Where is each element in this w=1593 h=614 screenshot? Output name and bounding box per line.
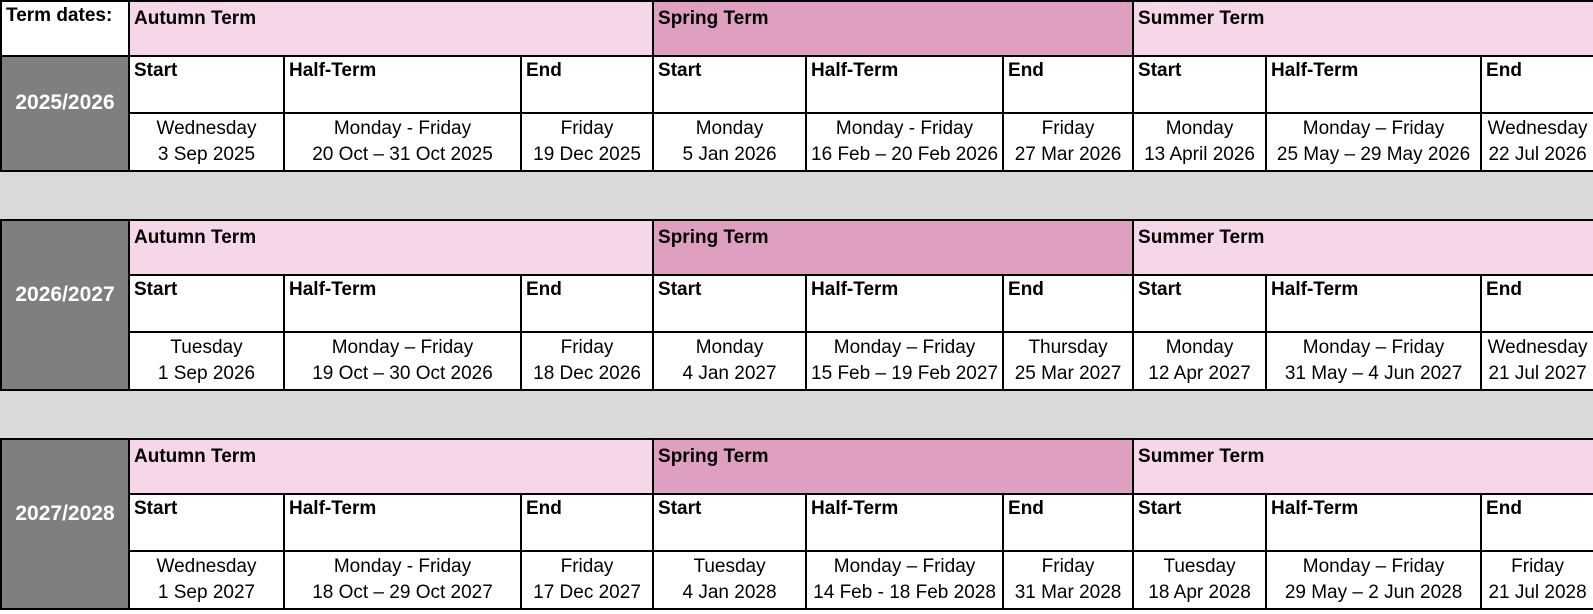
summer-end-cell	[1481, 113, 1593, 171]
col-header-half-term: Half-Term	[1266, 494, 1481, 551]
date-text: 27 Mar 2026	[1014, 144, 1122, 165]
date-text: 18 Apr 2028	[1148, 582, 1251, 603]
date-text: 15 Feb – 19 Feb 2027	[811, 363, 999, 384]
summer-end-cell	[1481, 332, 1593, 390]
term-header-spring: Spring Term	[653, 1, 1133, 56]
date-text: 14 Feb - 18 Feb 2028	[813, 582, 996, 603]
spring-half-term-cell	[806, 551, 1003, 609]
date-text: 4 Jan 2028	[682, 582, 777, 603]
day-text: Monday	[1165, 118, 1234, 139]
autumn-start-cell	[129, 332, 284, 390]
col-header-half-term: Half-Term	[284, 494, 521, 551]
date-text: 31 May – 4 Jun 2027	[1284, 363, 1463, 384]
col-header-end: End	[521, 275, 653, 332]
autumn-start-cell	[129, 113, 284, 171]
date-text: 13 April 2026	[1144, 144, 1255, 165]
spring-end-cell	[1003, 551, 1133, 609]
day-text: Friday	[560, 118, 614, 139]
day-text: Monday	[695, 118, 764, 139]
date-text: 12 Apr 2027	[1148, 363, 1251, 384]
year-label-2025-2026: 2025/2026	[1, 56, 129, 171]
day-text: Monday – Friday	[833, 556, 976, 577]
day-text: Friday	[1041, 118, 1095, 139]
spring-start-cell	[653, 551, 806, 609]
day-text: Monday - Friday	[333, 556, 472, 577]
col-header-start: Start	[653, 275, 806, 332]
date-text: 18 Dec 2026	[533, 363, 641, 384]
col-header-start: Start	[653, 494, 806, 551]
col-header-half-term: Half-Term	[806, 56, 1003, 113]
term-header-autumn: Autumn Term	[129, 439, 653, 494]
day-text: Monday – Friday	[833, 337, 976, 358]
corner-label: Term dates:	[1, 1, 129, 56]
day-text: Wednesday	[156, 556, 257, 577]
col-header-end: End	[1003, 275, 1133, 332]
autumn-half-term-cell	[284, 113, 521, 171]
day-text: Monday - Friday	[835, 118, 974, 139]
day-text: Thursday	[1028, 337, 1108, 358]
day-text: Friday	[560, 556, 614, 577]
day-text: Monday – Friday	[1302, 556, 1445, 577]
term-header-autumn: Autumn Term	[129, 220, 653, 275]
col-header-start: Start	[1133, 56, 1266, 113]
col-header-half-term: Half-Term	[284, 56, 521, 113]
term-header-autumn: Autumn Term	[129, 1, 653, 56]
day-text: Friday	[1511, 556, 1564, 577]
col-header-end: End	[521, 56, 653, 113]
day-text: Monday	[695, 337, 764, 358]
spacer-band-2	[0, 391, 1593, 438]
day-text: Friday	[560, 337, 614, 358]
date-text: 25 Mar 2027	[1014, 363, 1122, 384]
day-text: Wednesday	[1487, 337, 1588, 358]
col-header-start: Start	[1133, 275, 1266, 332]
day-text: Monday – Friday	[331, 337, 474, 358]
summer-start-cell	[1133, 551, 1266, 609]
spacer-band-1	[0, 172, 1593, 219]
autumn-end-cell	[521, 113, 653, 171]
col-header-start: Start	[129, 275, 284, 332]
summer-half-term-cell	[1266, 113, 1481, 171]
col-header-half-term: Half-Term	[806, 275, 1003, 332]
autumn-end-cell	[521, 551, 653, 609]
date-text: 19 Oct – 30 Oct 2026	[312, 363, 493, 384]
summer-end-cell	[1481, 551, 1593, 609]
date-text: 1 Sep 2026	[157, 363, 256, 384]
col-header-end: End	[1003, 494, 1133, 551]
col-header-start: Start	[1133, 494, 1266, 551]
date-text: 31 Mar 2028	[1014, 582, 1122, 603]
summer-start-cell	[1133, 113, 1266, 171]
day-text: Tuesday	[1163, 556, 1236, 577]
autumn-half-term-cell	[284, 551, 521, 609]
date-text: 5 Jan 2026	[682, 144, 777, 165]
spring-end-cell	[1003, 113, 1133, 171]
spring-end-cell	[1003, 332, 1133, 390]
col-header-end: End	[1481, 56, 1593, 113]
day-text: Tuesday	[170, 337, 243, 358]
col-header-end: End	[1003, 56, 1133, 113]
year-block-2025-2026	[0, 0, 1593, 172]
date-text: 16 Feb – 20 Feb 2026	[811, 144, 999, 165]
date-text: 4 Jan 2027	[682, 363, 777, 384]
year-label-2027-2028: 2027/2028	[1, 439, 129, 609]
date-text: 25 May – 29 May 2026	[1276, 144, 1471, 165]
col-header-half-term: Half-Term	[284, 275, 521, 332]
col-header-half-term: Half-Term	[1266, 56, 1481, 113]
date-text: 29 May – 2 Jun 2028	[1284, 582, 1463, 603]
autumn-half-term-cell	[284, 332, 521, 390]
date-text: 20 Oct – 31 Oct 2025	[312, 144, 493, 165]
year-block-2026-2027	[0, 219, 1593, 391]
date-text: 17 Dec 2027	[533, 582, 641, 603]
term-header-summer: Summer Term	[1133, 1, 1593, 56]
term-header-summer: Summer Term	[1133, 220, 1593, 275]
summer-half-term-cell	[1266, 551, 1481, 609]
day-text: Monday – Friday	[1302, 118, 1445, 139]
col-header-end: End	[1481, 275, 1593, 332]
autumn-start-cell	[129, 551, 284, 609]
summer-half-term-cell	[1266, 332, 1481, 390]
year-label-2026-2027: 2026/2027	[1, 220, 129, 390]
year-block-2027-2028	[0, 438, 1593, 610]
col-header-start: Start	[653, 56, 806, 113]
col-header-end: End	[521, 494, 653, 551]
summer-start-cell	[1133, 332, 1266, 390]
spring-half-term-cell	[806, 113, 1003, 171]
col-header-start: Start	[129, 56, 284, 113]
col-header-half-term: Half-Term	[1266, 275, 1481, 332]
day-text: Wednesday	[1487, 118, 1588, 139]
date-text: 21 Jul 2028	[1488, 582, 1587, 603]
date-text: 3 Sep 2025	[157, 144, 256, 165]
date-text: 18 Oct – 29 Oct 2027	[312, 582, 493, 603]
date-text: 22 Jul 2026	[1488, 144, 1587, 165]
day-text: Friday	[1041, 556, 1095, 577]
date-text: 1 Sep 2027	[157, 582, 256, 603]
spring-half-term-cell	[806, 332, 1003, 390]
day-text: Monday - Friday	[333, 118, 472, 139]
date-text: 21 Jul 2027	[1488, 363, 1587, 384]
term-header-spring: Spring Term	[653, 439, 1133, 494]
day-text: Monday – Friday	[1302, 337, 1445, 358]
col-header-start: Start	[129, 494, 284, 551]
autumn-end-cell	[521, 332, 653, 390]
col-header-half-term: Half-Term	[806, 494, 1003, 551]
term-header-summer: Summer Term	[1133, 439, 1593, 494]
col-header-end: End	[1481, 494, 1593, 551]
day-text: Wednesday	[156, 118, 257, 139]
term-header-spring: Spring Term	[653, 220, 1133, 275]
spring-start-cell	[653, 113, 806, 171]
date-text: 19 Dec 2025	[533, 144, 641, 165]
spring-start-cell	[653, 332, 806, 390]
day-text: Monday	[1165, 337, 1234, 358]
day-text: Tuesday	[693, 556, 766, 577]
